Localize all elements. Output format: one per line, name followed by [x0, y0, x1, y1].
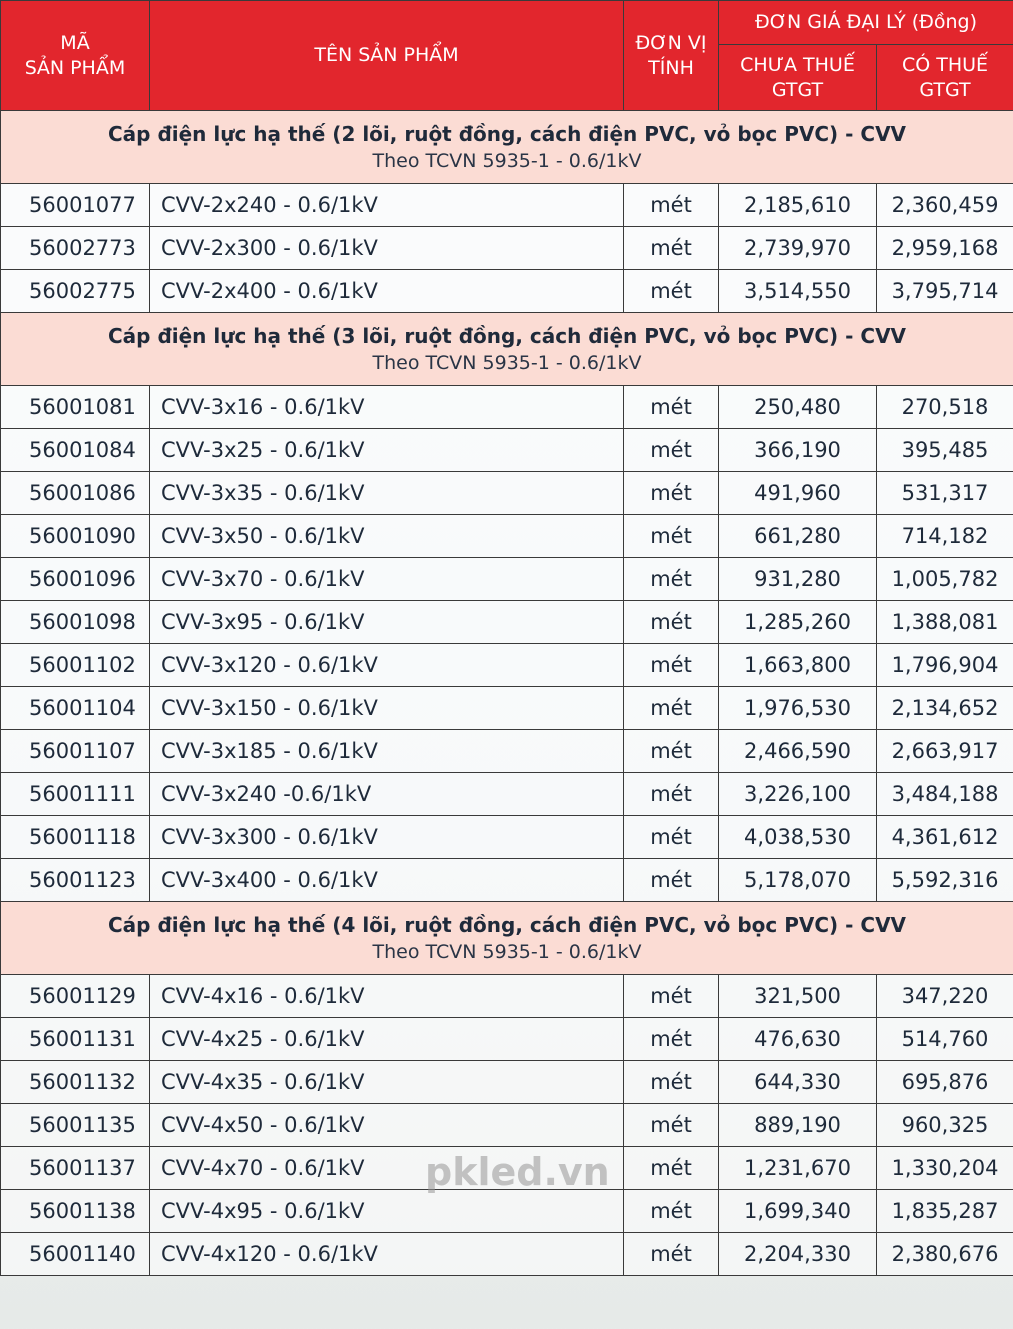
table-row [1, 687, 1013, 730]
table-row [1, 773, 1013, 816]
product-code-cell: 56001118 [1, 816, 150, 859]
price-pretax-cell: 3,226,100 [719, 773, 877, 816]
price-pretax-cell: 3,514,550 [719, 270, 877, 313]
table-row [1, 859, 1013, 902]
price-withtax-cell: 2,959,168 [877, 227, 1013, 270]
product-code-cell: 56002775 [1, 270, 150, 313]
product-code-cell: 56001102 [1, 644, 150, 687]
product-name-cell: CVV-3x95 - 0.6/1kV [150, 601, 624, 644]
table-row [1, 184, 1013, 227]
price-pretax-cell: 644,330 [719, 1061, 877, 1104]
section-title: Cáp điện lực hạ thế (4 lõi, ruột đồng, cách điện PVC, vỏ bọc PVC) - CVV [107, 912, 907, 937]
price-withtax-cell: 695,876 [877, 1061, 1013, 1104]
price-pretax-cell: 661,280 [719, 515, 877, 558]
section-title: Cáp điện lực hạ thế (3 lõi, ruột đồng, cách điện PVC, vỏ bọc PVC) - CVV [107, 323, 907, 348]
price-pretax-cell: 4,038,530 [719, 816, 877, 859]
header-unit-line1: ĐƠN VỊ [635, 31, 707, 54]
price-pretax-cell: 1,976,530 [719, 687, 877, 730]
table-row [1, 644, 1013, 687]
price-pretax-cell: 250,480 [719, 386, 877, 429]
product-name-cell: CVV-3x120 - 0.6/1kV [150, 644, 624, 687]
price-pretax-cell: 321,500 [719, 975, 877, 1018]
price-withtax-cell: 1,005,782 [877, 558, 1013, 601]
price-pretax-cell: 5,178,070 [719, 859, 877, 902]
price-pretax-cell: 366,190 [719, 429, 877, 472]
price-pretax-cell: 2,739,970 [719, 227, 877, 270]
product-name-cell: CVV-3x70 - 0.6/1kV [150, 558, 624, 601]
price-withtax-cell: 514,760 [877, 1018, 1013, 1061]
section-subtitle: Theo TCVN 5935-1 - 0.6/1kV [372, 149, 642, 172]
unit-cell: mét [624, 601, 719, 644]
unit-cell: mét [624, 429, 719, 472]
product-code-cell: 56001107 [1, 730, 150, 773]
unit-cell: mét [624, 1061, 719, 1104]
unit-cell: mét [624, 1147, 719, 1190]
product-name-cell: CVV-2x300 - 0.6/1kV [150, 227, 624, 270]
table-row [1, 1061, 1013, 1104]
unit-cell: mét [624, 816, 719, 859]
product-code-cell: 56001090 [1, 515, 150, 558]
price-pretax-cell: 931,280 [719, 558, 877, 601]
header-unit [624, 1, 719, 111]
unit-cell: mét [624, 644, 719, 687]
product-name-cell: CVV-3x185 - 0.6/1kV [150, 730, 624, 773]
section-title-cell [1, 111, 1013, 184]
unit-cell: mét [624, 1104, 719, 1147]
unit-cell: mét [624, 975, 719, 1018]
product-name-cell: CVV-4x95 - 0.6/1kV [150, 1190, 624, 1233]
product-name-cell: CVV-4x50 - 0.6/1kV [150, 1104, 624, 1147]
unit-cell: mét [624, 773, 719, 816]
table-row [1, 730, 1013, 773]
section-title-cell [1, 313, 1013, 386]
product-name-cell: CVV-3x25 - 0.6/1kV [150, 429, 624, 472]
product-code-cell: 56001140 [1, 1233, 150, 1276]
unit-cell: mét [624, 1190, 719, 1233]
section-subtitle: Theo TCVN 5935-1 - 0.6/1kV [372, 940, 642, 963]
product-code-cell: 56001081 [1, 386, 150, 429]
price-withtax-cell: 3,484,188 [877, 773, 1013, 816]
product-code-cell: 56001131 [1, 1018, 150, 1061]
table-row [1, 816, 1013, 859]
product-name-cell: CVV-4x35 - 0.6/1kV [150, 1061, 624, 1104]
unit-cell: mét [624, 386, 719, 429]
section-header [1, 902, 1013, 975]
product-code-cell: 56002773 [1, 227, 150, 270]
product-name-cell: CVV-3x50 - 0.6/1kV [150, 515, 624, 558]
price-withtax-cell: 270,518 [877, 386, 1013, 429]
unit-cell: mét [624, 227, 719, 270]
unit-cell: mét [624, 558, 719, 601]
header-withtax-line2: GTGT [919, 78, 971, 101]
table-body [1, 111, 1013, 1276]
product-code-cell: 56001084 [1, 429, 150, 472]
header-pretax-line2: GTGT [771, 78, 824, 101]
price-pretax-cell: 1,231,670 [719, 1147, 877, 1190]
unit-cell: mét [624, 687, 719, 730]
table-row [1, 1018, 1013, 1061]
price-pretax-cell: 2,185,610 [719, 184, 877, 227]
price-withtax-cell: 2,134,652 [877, 687, 1013, 730]
section-title-cell [1, 902, 1013, 975]
price-withtax-cell: 347,220 [877, 975, 1013, 1018]
product-name-cell: CVV-3x150 - 0.6/1kV [150, 687, 624, 730]
product-name-cell: CVV-3x400 - 0.6/1kV [150, 859, 624, 902]
table-row [1, 386, 1013, 429]
price-pretax-cell: 476,630 [719, 1018, 877, 1061]
header-pretax-line1: CHƯA THUẾ [740, 53, 855, 76]
price-withtax-cell: 3,795,714 [877, 270, 1013, 313]
price-withtax-cell: 714,182 [877, 515, 1013, 558]
price-pretax-cell: 889,190 [719, 1104, 877, 1147]
price-pretax-cell: 1,699,340 [719, 1190, 877, 1233]
header-product-code [1, 1, 150, 111]
table-row [1, 601, 1013, 644]
price-withtax-cell: 5,592,316 [877, 859, 1013, 902]
price-pretax-cell: 2,466,590 [719, 730, 877, 773]
table-row [1, 227, 1013, 270]
product-code-cell: 56001104 [1, 687, 150, 730]
header-unit-line2: TÍNH [648, 56, 694, 79]
section-header [1, 313, 1013, 386]
unit-cell: mét [624, 515, 719, 558]
price-withtax-cell: 2,663,917 [877, 730, 1013, 773]
product-name-cell: CVV-4x70 - 0.6/1kV [150, 1147, 624, 1190]
price-withtax-cell: 1,835,287 [877, 1190, 1013, 1233]
price-withtax-cell: 395,485 [877, 429, 1013, 472]
price-withtax-cell: 531,317 [877, 472, 1013, 515]
table-row [1, 1104, 1013, 1147]
table-row [1, 1190, 1013, 1233]
price-withtax-cell: 4,361,612 [877, 816, 1013, 859]
header-code-line1: MÃ [60, 31, 90, 54]
product-name-cell: CVV-2x400 - 0.6/1kV [150, 270, 624, 313]
product-code-cell: 56001137 [1, 1147, 150, 1190]
header-price-pretax [719, 45, 877, 111]
unit-cell: mét [624, 184, 719, 227]
unit-cell: mét [624, 1018, 719, 1061]
product-code-cell: 56001123 [1, 859, 150, 902]
section-header [1, 111, 1013, 184]
price-withtax-cell: 2,380,676 [877, 1233, 1013, 1276]
unit-cell: mét [624, 270, 719, 313]
product-name-cell: CVV-3x240 -0.6/1kV [150, 773, 624, 816]
unit-cell: mét [624, 1233, 719, 1276]
product-code-cell: 56001135 [1, 1104, 150, 1147]
watermark: pkled.vn [425, 1150, 610, 1194]
price-withtax-cell: 1,388,081 [877, 601, 1013, 644]
price-withtax-cell: 1,330,204 [877, 1147, 1013, 1190]
table-row [1, 515, 1013, 558]
product-code-cell: 56001077 [1, 184, 150, 227]
product-code-cell: 56001111 [1, 773, 150, 816]
product-name-cell: CVV-3x35 - 0.6/1kV [150, 472, 624, 515]
table-row [1, 270, 1013, 313]
table-row [1, 1147, 1013, 1190]
price-pretax-cell: 1,285,260 [719, 601, 877, 644]
product-code-cell: 56001086 [1, 472, 150, 515]
unit-cell: mét [624, 859, 719, 902]
price-pretax-cell: 2,204,330 [719, 1233, 877, 1276]
price-pretax-cell: 491,960 [719, 472, 877, 515]
unit-cell: mét [624, 472, 719, 515]
product-name-cell: CVV-4x25 - 0.6/1kV [150, 1018, 624, 1061]
product-code-cell: 56001098 [1, 601, 150, 644]
table-row [1, 472, 1013, 515]
price-withtax-cell: 1,796,904 [877, 644, 1013, 687]
product-code-cell: 56001096 [1, 558, 150, 601]
header-code-line2: SẢN PHẨM [24, 56, 126, 79]
table-row [1, 975, 1013, 1018]
product-name-cell: CVV-3x300 - 0.6/1kV [150, 816, 624, 859]
header-withtax-line1: CÓ THUẾ [901, 53, 989, 76]
product-code-cell: 56001129 [1, 975, 150, 1018]
price-withtax-cell: 2,360,459 [877, 184, 1013, 227]
product-code-cell: 56001132 [1, 1061, 150, 1104]
price-withtax-cell: 960,325 [877, 1104, 1013, 1147]
header-price-withtax [877, 45, 1013, 111]
product-code-cell: 56001138 [1, 1190, 150, 1233]
unit-cell: mét [624, 730, 719, 773]
table-row [1, 1233, 1013, 1276]
product-name-cell: CVV-4x16 - 0.6/1kV [150, 975, 624, 1018]
product-name-cell: CVV-3x16 - 0.6/1kV [150, 386, 624, 429]
header-product-name: TÊN SẢN PHẨM [150, 1, 624, 111]
product-name-cell: CVV-4x120 - 0.6/1kV [150, 1233, 624, 1276]
section-subtitle: Theo TCVN 5935-1 - 0.6/1kV [372, 351, 642, 374]
section-title: Cáp điện lực hạ thế (2 lõi, ruột đồng, cách điện PVC, vỏ bọc PVC) - CVV [107, 121, 907, 146]
table-row [1, 429, 1013, 472]
table-row [1, 558, 1013, 601]
price-pretax-cell: 1,663,800 [719, 644, 877, 687]
product-name-cell: CVV-2x240 - 0.6/1kV [150, 184, 624, 227]
header-price-group: ĐƠN GIÁ ĐẠI LÝ (Đồng) [719, 1, 1013, 45]
